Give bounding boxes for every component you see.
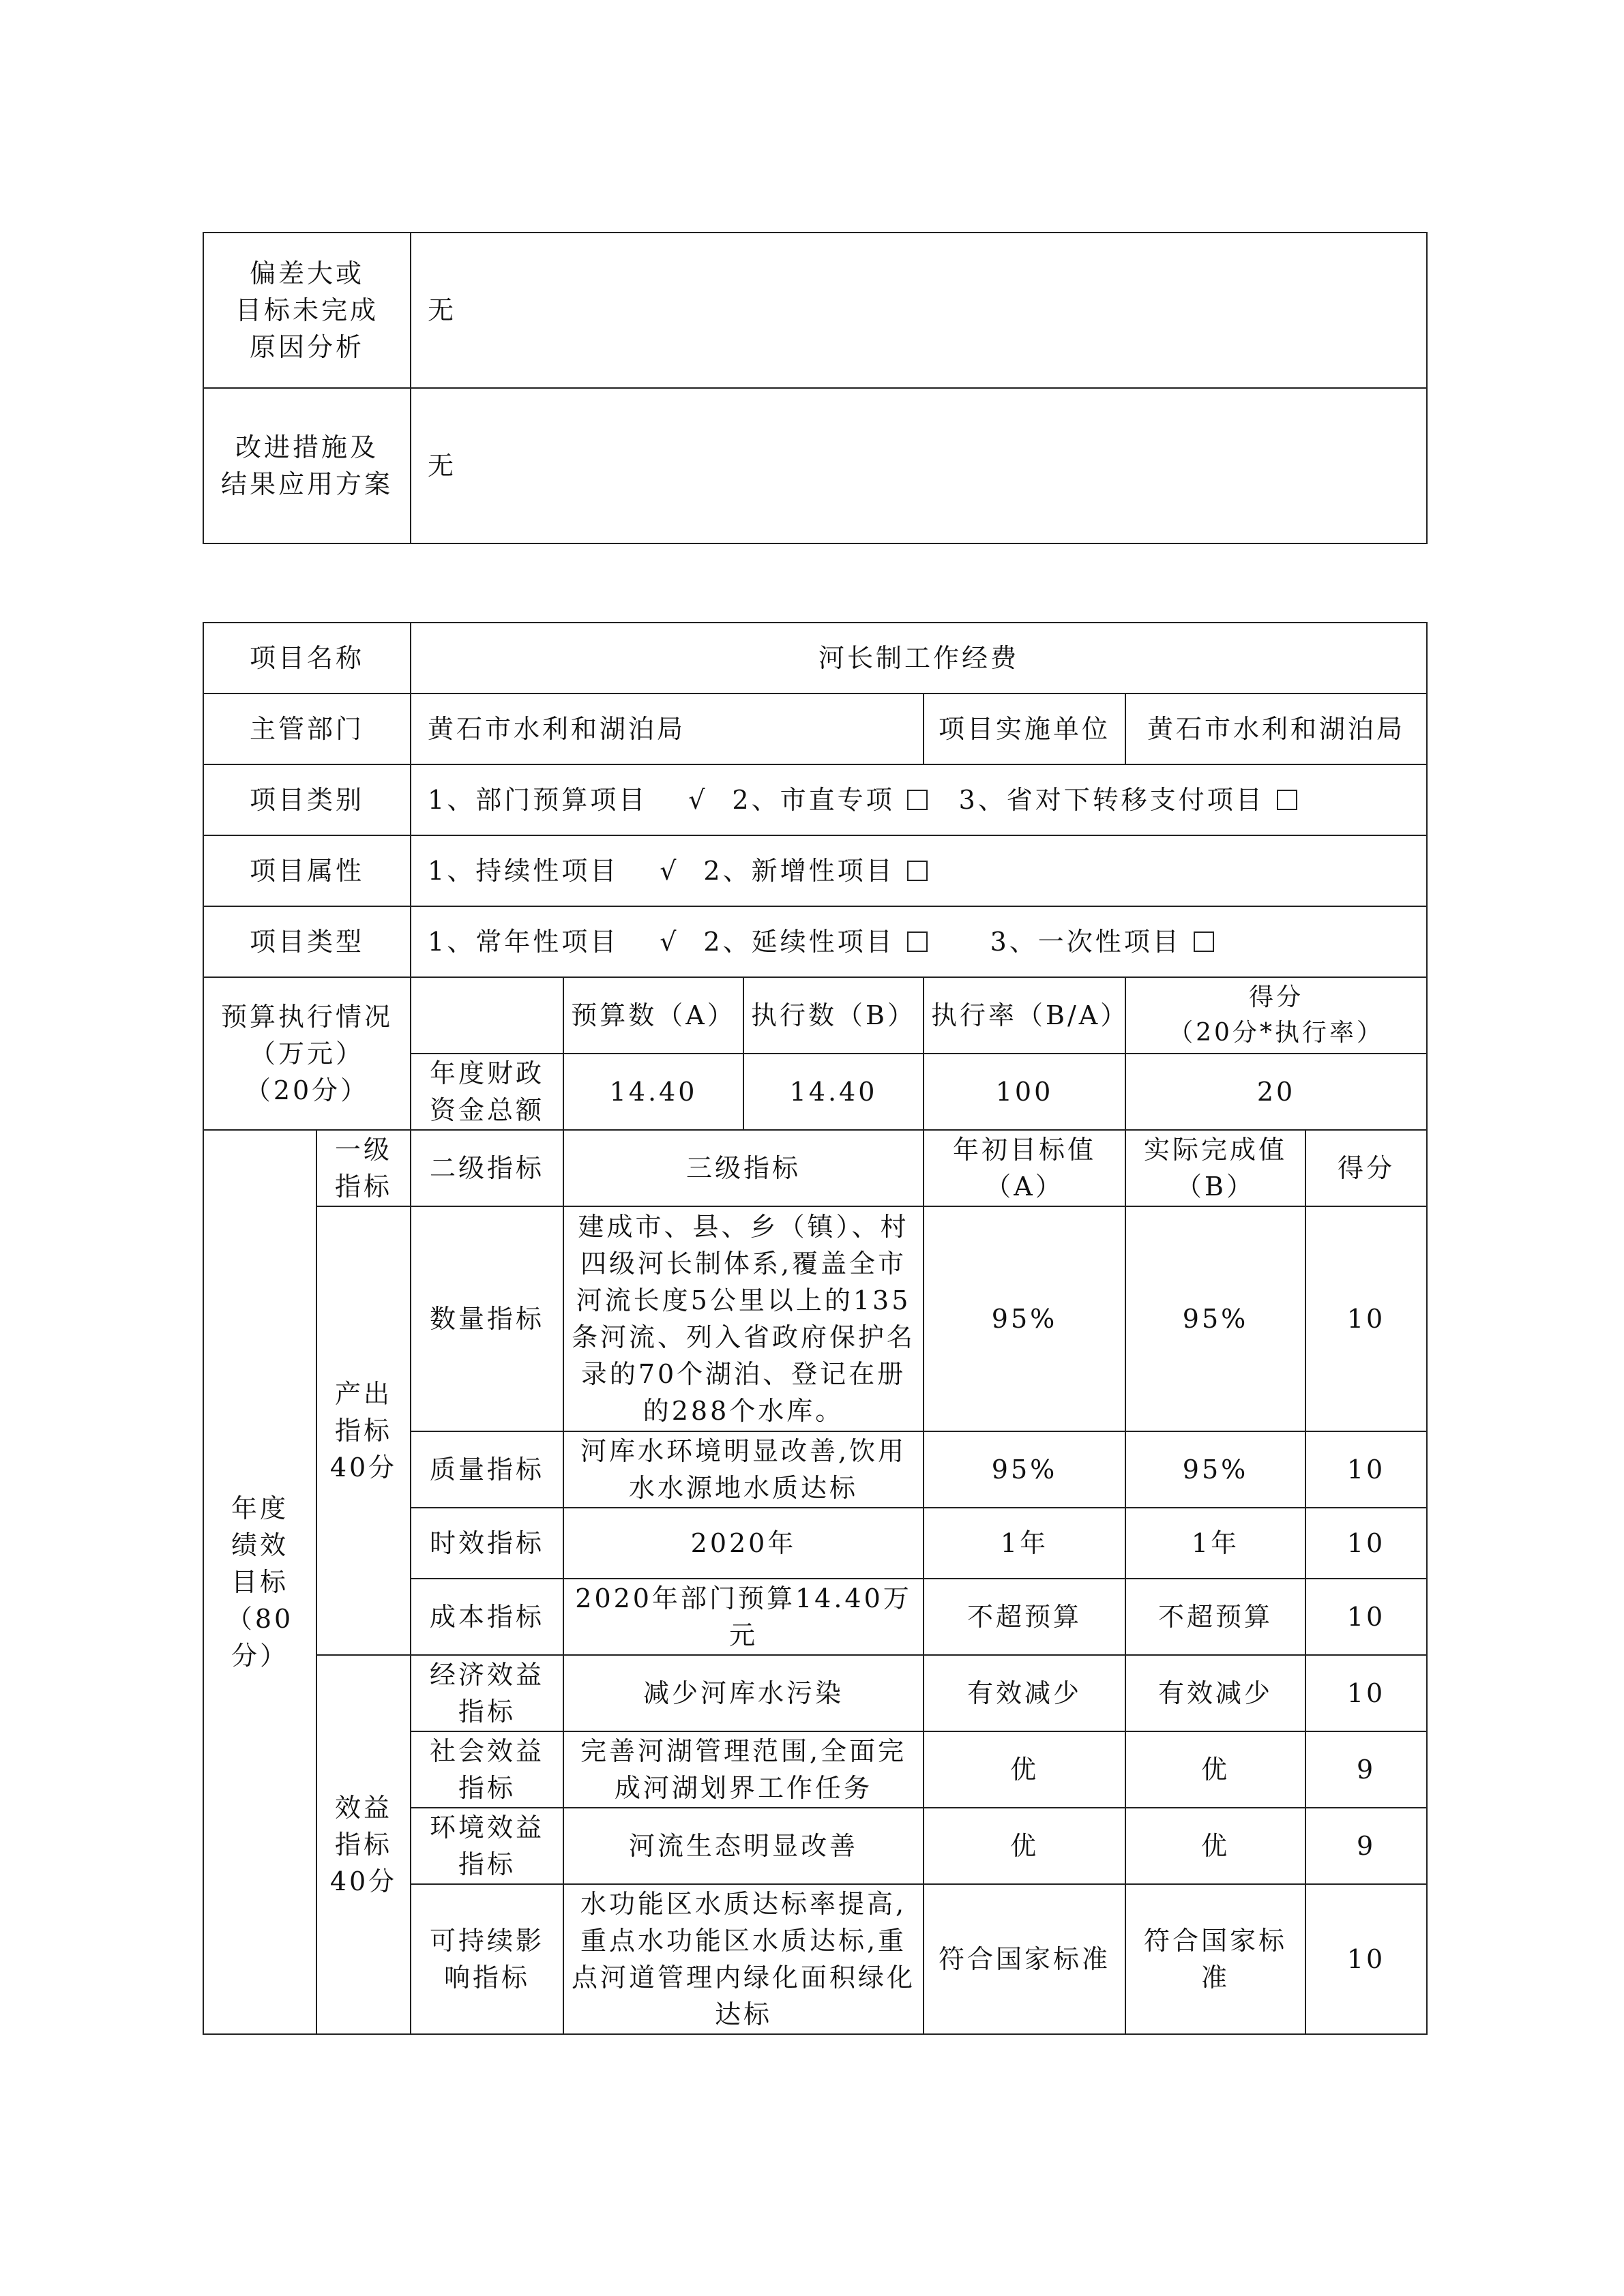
budget-value-rate: 100 (924, 1054, 1125, 1130)
perf-header-l1: 一级 指标 (316, 1130, 411, 1206)
table-row-b: 95% (1125, 1431, 1305, 1508)
check-mark-icon: √ (688, 785, 708, 815)
category-label: 项目类别 (203, 764, 411, 835)
table-row-score: 9 (1305, 1808, 1427, 1884)
attribute-option-1: 1、持续性项目 (428, 856, 619, 886)
type-options (411, 906, 1427, 977)
table-row-a: 1年 (924, 1508, 1125, 1579)
table-row-score: 10 (1305, 1579, 1427, 1655)
check-mark-icon: √ (660, 856, 679, 886)
table-row-a: 95% (924, 1431, 1125, 1508)
table-row-l3: 河流生态明显改善 (563, 1808, 924, 1884)
checkbox-icon (907, 790, 928, 810)
type-option-2: 2、延续性项目 (703, 927, 895, 957)
category-option-3: 3、省对下转移支付项目 (958, 785, 1265, 815)
table-row-score: 10 (1305, 1206, 1427, 1431)
table-row-l3: 2020年 (563, 1508, 924, 1579)
perf-header-a: 年初目标值 （A） (924, 1130, 1125, 1206)
budget-header-score: 得分 （20分*执行率） (1125, 977, 1427, 1054)
perf-label: 年度 绩效 目标 （80 分） (203, 1130, 316, 2034)
type-option-3: 3、一次性项目 (990, 927, 1181, 957)
checkbox-icon (1194, 931, 1214, 952)
attribute-options (411, 835, 1427, 906)
table-row-l2: 社会效益 指标 (411, 1731, 563, 1808)
table-row-b: 优 (1125, 1731, 1305, 1808)
budget-value-a: 14.40 (563, 1054, 743, 1130)
category-options (411, 764, 1427, 835)
budget-value-score: 20 (1125, 1054, 1427, 1130)
benefit-label: 效益 指标 40分 (316, 1655, 411, 2034)
perf-header-score: 得分 (1305, 1130, 1427, 1206)
type-label: 项目类型 (203, 906, 411, 977)
budget-header-b: 执行数（B） (743, 977, 924, 1054)
table-row-b: 1年 (1125, 1508, 1305, 1579)
attribute-label: 项目属性 (203, 835, 411, 906)
performance-table (203, 622, 1428, 2035)
output-label: 产出 指标 40分 (316, 1206, 411, 1655)
table-row-l3: 河库水环境明显改善,饮用水水源地水质达标 (563, 1431, 924, 1508)
table-row-l2: 成本指标 (411, 1579, 563, 1655)
table-row-b: 95% (1125, 1206, 1305, 1431)
table-row-l2: 环境效益 指标 (411, 1808, 563, 1884)
checkbox-icon (907, 931, 928, 952)
checkbox-icon (1277, 790, 1297, 810)
impl-label: 项目实施单位 (924, 694, 1125, 764)
deviation-value: 无 (411, 233, 1427, 388)
table-row-a: 有效减少 (924, 1655, 1125, 1731)
table-row-l2: 经济效益 指标 (411, 1655, 563, 1731)
improvement-value: 无 (411, 388, 1427, 543)
table-row-score: 10 (1305, 1655, 1427, 1731)
perf-header-b: 实际完成值 （B） (1125, 1130, 1305, 1206)
table-row-b: 符合国家标准 (1125, 1884, 1305, 2034)
table-row-a: 优 (924, 1731, 1125, 1808)
budget-header-rate: 执行率（B/A） (924, 977, 1125, 1054)
check-mark-icon: √ (660, 927, 679, 957)
table-row-a: 符合国家标准 (924, 1884, 1125, 2034)
impl-value: 黄石市水利和湖泊局 (1125, 694, 1427, 764)
budget-value-b: 14.40 (743, 1054, 924, 1130)
table-row-l2: 质量指标 (411, 1431, 563, 1508)
project-name-label: 项目名称 (203, 623, 411, 694)
type-option-1: 1、常年性项目 (428, 927, 619, 957)
table-row-l3: 完善河湖管理范围,全面完成河湖划界工作任务 (563, 1731, 924, 1808)
table-row-a: 优 (924, 1808, 1125, 1884)
table-row-a: 不超预算 (924, 1579, 1125, 1655)
checkbox-icon (907, 861, 928, 881)
perf-header-l3: 三级指标 (563, 1130, 924, 1206)
dept-label: 主管部门 (203, 694, 411, 764)
table-row-b: 有效减少 (1125, 1655, 1305, 1731)
budget-row-label: 年度财政 资金总额 (411, 1054, 563, 1130)
deviation-label: 偏差大或 目标未完成 原因分析 (203, 233, 411, 388)
table-row-l3: 减少河库水污染 (563, 1655, 924, 1731)
table-row-score: 10 (1305, 1508, 1427, 1579)
table-row-l3: 2020年部门预算14.40万元 (563, 1579, 924, 1655)
table-row-a: 95% (924, 1206, 1125, 1431)
category-option-1: 1、部门预算项目 (428, 785, 648, 815)
table-row-l3: 建成市、县、乡（镇）、村四级河长制体系,覆盖全市河流长度5公里以上的135条河流、列入省政府保护名录的70个湖泊、登记在册的288个水库。 (563, 1206, 924, 1431)
table-row-score: 9 (1305, 1731, 1427, 1808)
project-name: 河长制工作经费 (411, 623, 1427, 694)
deviation-table (203, 232, 1428, 544)
perf-header-l2: 二级指标 (411, 1130, 563, 1206)
attribute-option-2: 2、新增性项目 (703, 856, 895, 886)
budget-header-a: 预算数（A） (563, 977, 743, 1054)
table-row-l2: 数量指标 (411, 1206, 563, 1431)
table-row-l2: 时效指标 (411, 1508, 563, 1579)
table-row-l3: 水功能区水质达标率提高,重点水功能区水质达标,重点河道管理内绿化面积绿化达标 (563, 1884, 924, 2034)
dept-value: 黄石市水利和湖泊局 (411, 694, 924, 764)
budget-blank (411, 977, 563, 1054)
table-row-b: 不超预算 (1125, 1579, 1305, 1655)
table-row-b: 优 (1125, 1808, 1305, 1884)
budget-label: 预算执行情况 （万元） （20分） (203, 977, 411, 1130)
table-row-score: 10 (1305, 1431, 1427, 1508)
table-row-l2: 可持续影 响指标 (411, 1884, 563, 2034)
category-option-2: 2、市直专项 (732, 785, 895, 815)
table-row-score: 10 (1305, 1884, 1427, 2034)
improvement-label: 改进措施及 结果应用方案 (203, 388, 411, 543)
